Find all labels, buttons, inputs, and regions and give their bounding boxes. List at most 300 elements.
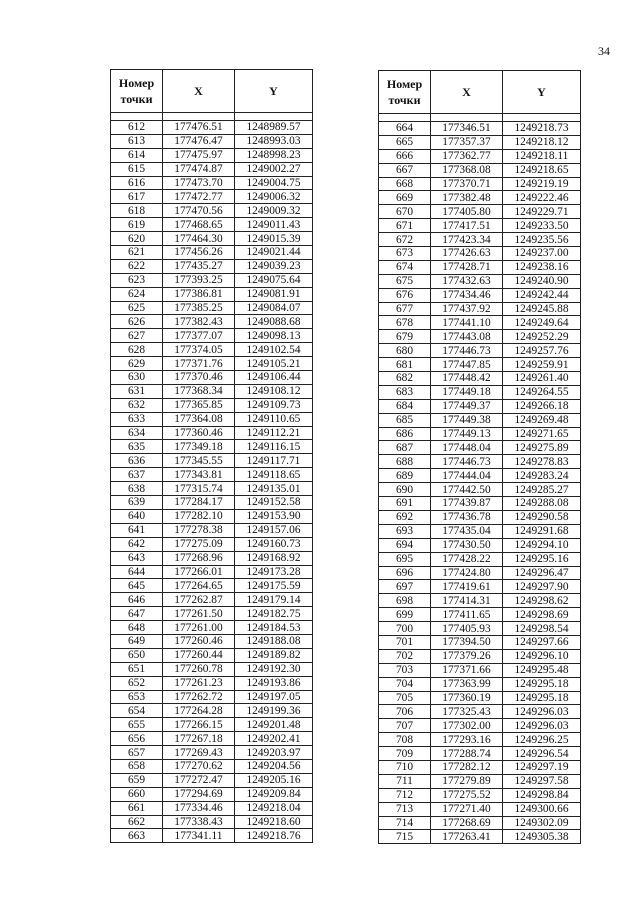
y-coordinate-cell: 1249189.82 [235,648,313,662]
y-coordinate-cell: 1249297.66 [503,635,581,649]
x-coordinate-cell: 177365.85 [163,398,235,412]
table-row [111,634,313,648]
y-coordinate-cell: 1249188.08 [235,634,313,648]
table-row [379,552,581,566]
y-coordinate-cell: 1249257.76 [503,344,581,358]
y-coordinate-cell: 1249009.32 [235,204,313,218]
point-number-cell: 681 [379,358,431,372]
point-number-cell: 612 [111,121,163,135]
x-coordinate-cell: 177456.26 [163,246,235,260]
table-row [111,357,313,371]
x-coordinate-cell: 177269.43 [163,746,235,760]
table-row [379,163,581,177]
table-row [111,718,313,732]
x-coordinate-cell: 177374.05 [163,343,235,357]
point-number-cell: 700 [379,622,431,636]
point-number-cell: 676 [379,288,431,302]
x-coordinate-cell: 177434.46 [431,288,503,302]
point-number-cell: 651 [111,662,163,676]
table-row [111,232,313,246]
table-row [379,177,581,191]
x-coordinate-cell: 177447.85 [431,358,503,372]
y-coordinate-cell: 1249295.48 [503,663,581,677]
table-row [111,426,313,440]
y-coordinate-cell: 1248998.23 [235,148,313,162]
y-coordinate-cell: 1249084.07 [235,301,313,315]
point-number-cell: 614 [111,148,163,162]
point-number-cell: 671 [379,219,431,233]
table-row [111,398,313,412]
table-row [111,662,313,676]
table-row [379,635,581,649]
x-coordinate-cell: 177449.38 [431,413,503,427]
y-coordinate-cell: 1249249.64 [503,316,581,330]
y-coordinate-cell: 1249298.69 [503,608,581,622]
table-row [111,440,313,454]
point-number-cell: 702 [379,649,431,663]
x-coordinate-cell: 177266.01 [163,565,235,579]
table-row [111,607,313,621]
x-coordinate-cell: 177278.38 [163,523,235,537]
x-coordinate-cell: 177435.27 [163,259,235,273]
y-coordinate-cell: 1249278.83 [503,455,581,469]
x-coordinate-cell: 177349.18 [163,440,235,454]
table-row [379,622,581,636]
table-row [111,204,313,218]
table-row [111,551,313,565]
x-coordinate-cell: 177444.04 [431,469,503,483]
point-number-cell: 695 [379,552,431,566]
y-coordinate-cell: 1249109.73 [235,398,313,412]
table-row [111,329,313,343]
point-number-cell: 647 [111,607,163,621]
x-coordinate-cell: 177264.65 [163,579,235,593]
y-coordinate-cell: 1249275.89 [503,441,581,455]
point-number-cell: 693 [379,524,431,538]
table-body [379,122,581,844]
x-coordinate-cell: 177325.43 [431,705,503,719]
y-coordinate-cell: 1249157.06 [235,523,313,537]
y-coordinate-cell: 1249102.54 [235,343,313,357]
y-coordinate-cell: 1249209.84 [235,787,313,801]
point-number-cell: 654 [111,704,163,718]
point-number-cell: 711 [379,774,431,788]
point-number-cell: 636 [111,454,163,468]
y-coordinate-cell: 1249305.38 [503,830,581,844]
y-coordinate-cell: 1249179.14 [235,593,313,607]
y-coordinate-cell: 1249259.91 [503,358,581,372]
y-coordinate-cell: 1249201.48 [235,718,313,732]
x-coordinate-cell: 177419.61 [431,580,503,594]
x-coordinate-cell: 177267.18 [163,732,235,746]
table-row [379,691,581,705]
y-coordinate-cell: 1249296.03 [503,705,581,719]
spacer-row [111,113,313,121]
y-coordinate-cell: 1249297.19 [503,760,581,774]
header-y: Y [235,70,313,113]
x-coordinate-cell: 177446.73 [431,455,503,469]
y-coordinate-cell: 1249197.05 [235,690,313,704]
y-coordinate-cell: 1248989.57 [235,121,313,135]
x-coordinate-cell: 177371.76 [163,357,235,371]
table-row [379,330,581,344]
point-number-cell: 642 [111,537,163,551]
point-number-cell: 698 [379,594,431,608]
table-row [111,315,313,329]
point-number-cell: 668 [379,177,431,191]
table-row [379,274,581,288]
y-coordinate-cell: 1249297.58 [503,774,581,788]
point-number-cell: 657 [111,746,163,760]
y-coordinate-cell: 1249004.75 [235,176,313,190]
y-coordinate-cell: 1249218.76 [235,829,313,843]
table-row [379,372,581,386]
y-coordinate-cell: 1249245.88 [503,302,581,316]
table-row [379,538,581,552]
table-row [379,705,581,719]
y-coordinate-cell: 1249229.71 [503,205,581,219]
table-row [379,580,581,594]
point-number-cell: 709 [379,747,431,761]
y-coordinate-cell: 1249168.92 [235,551,313,565]
point-number-cell: 620 [111,232,163,246]
x-coordinate-cell: 177426.63 [431,247,503,261]
point-number-cell: 691 [379,497,431,511]
table-row [379,233,581,247]
table-row [111,371,313,385]
x-coordinate-cell: 177430.50 [431,538,503,552]
point-number-cell: 615 [111,162,163,176]
x-coordinate-cell: 177476.51 [163,121,235,135]
table-row [379,663,581,677]
point-number-cell: 652 [111,676,163,690]
table-row [379,149,581,163]
point-number-cell: 635 [111,440,163,454]
x-coordinate-cell: 177472.77 [163,190,235,204]
x-coordinate-cell: 177371.66 [431,663,503,677]
table-row [379,316,581,330]
x-coordinate-cell: 177334.46 [163,801,235,815]
point-number-cell: 692 [379,510,431,524]
header-y: Y [503,71,581,114]
table-row [111,190,313,204]
table-row [379,760,581,774]
y-coordinate-cell: 1249112.21 [235,426,313,440]
x-coordinate-cell: 177271.40 [431,802,503,816]
y-coordinate-cell: 1249288.08 [503,497,581,511]
table-row [111,218,313,232]
point-number-cell: 672 [379,233,431,247]
point-number-cell: 618 [111,204,163,218]
y-coordinate-cell: 1249110.65 [235,412,313,426]
point-number-cell: 658 [111,759,163,773]
table-row [111,176,313,190]
point-number-cell: 686 [379,427,431,441]
x-coordinate-cell: 177346.51 [431,122,503,136]
point-number-cell: 659 [111,773,163,787]
page-number: 34 [598,44,610,58]
point-number-cell: 630 [111,371,163,385]
x-coordinate-cell: 177272.47 [163,773,235,787]
point-number-cell: 625 [111,301,163,315]
y-coordinate-cell: 1249021.44 [235,246,313,260]
y-coordinate-cell: 1249297.90 [503,580,581,594]
point-number-cell: 640 [111,509,163,523]
y-coordinate-cell: 1249105.21 [235,357,313,371]
x-coordinate-cell: 177442.50 [431,483,503,497]
point-number-cell: 641 [111,523,163,537]
x-coordinate-cell: 177476.47 [163,134,235,148]
table-row [379,524,581,538]
point-number-cell: 643 [111,551,163,565]
table-row [111,287,313,301]
point-number-cell: 699 [379,608,431,622]
table-row [111,162,313,176]
point-number-cell: 655 [111,718,163,732]
table-row [379,747,581,761]
y-coordinate-cell: 1249291.68 [503,524,581,538]
x-coordinate-cell: 177360.46 [163,426,235,440]
y-coordinate-cell: 1249296.25 [503,733,581,747]
point-number-cell: 675 [379,274,431,288]
y-coordinate-cell: 1249075.64 [235,273,313,287]
x-coordinate-cell: 177288.74 [431,747,503,761]
y-coordinate-cell: 1249218.73 [503,122,581,136]
point-number-cell: 707 [379,719,431,733]
table-row [111,259,313,273]
point-number-cell: 712 [379,788,431,802]
table-row [379,302,581,316]
x-coordinate-cell: 177449.13 [431,427,503,441]
table-row [111,704,313,718]
table-row [379,135,581,149]
x-coordinate-cell: 177368.34 [163,384,235,398]
point-number-cell: 639 [111,496,163,510]
table-row [379,358,581,372]
point-number-cell: 648 [111,621,163,635]
y-coordinate-cell: 1249252.29 [503,330,581,344]
y-coordinate-cell: 1249290.58 [503,510,581,524]
point-number-cell: 710 [379,760,431,774]
point-number-cell: 622 [111,259,163,273]
y-coordinate-cell: 1249002.27 [235,162,313,176]
x-coordinate-cell: 177405.93 [431,622,503,636]
table-row [379,427,581,441]
x-coordinate-cell: 177345.55 [163,454,235,468]
x-coordinate-cell: 177405.80 [431,205,503,219]
point-number-cell: 633 [111,412,163,426]
point-number-cell: 628 [111,343,163,357]
x-coordinate-cell: 177264.28 [163,704,235,718]
y-coordinate-cell: 1249261.40 [503,372,581,386]
point-number-cell: 689 [379,469,431,483]
point-number-cell: 649 [111,634,163,648]
table-row [379,483,581,497]
x-coordinate-cell: 177423.34 [431,233,503,247]
x-coordinate-cell: 177260.46 [163,634,235,648]
x-coordinate-cell: 177449.37 [431,399,503,413]
table-row [111,690,313,704]
x-coordinate-cell: 177260.44 [163,648,235,662]
header-point-number: Номер точки [379,71,431,114]
header-x: X [431,71,503,114]
y-coordinate-cell: 1249152.58 [235,496,313,510]
table-row [379,441,581,455]
y-coordinate-cell: 1249184.53 [235,621,313,635]
y-coordinate-cell: 1249153.90 [235,509,313,523]
x-coordinate-cell: 177417.51 [431,219,503,233]
y-coordinate-cell: 1249173.28 [235,565,313,579]
table-row [379,608,581,622]
y-coordinate-cell: 1249081.91 [235,287,313,301]
point-number-cell: 669 [379,191,431,205]
table-row [111,759,313,773]
y-coordinate-cell: 1249199.36 [235,704,313,718]
y-coordinate-cell: 1249175.59 [235,579,313,593]
y-coordinate-cell: 1249160.73 [235,537,313,551]
y-coordinate-cell: 1249011.43 [235,218,313,232]
point-number-cell: 634 [111,426,163,440]
table-row [111,593,313,607]
y-coordinate-cell: 1249235.56 [503,233,581,247]
table-row [379,469,581,483]
point-number-cell: 670 [379,205,431,219]
x-coordinate-cell: 177364.08 [163,412,235,426]
table-row [111,412,313,426]
table-row [379,344,581,358]
table-row [379,649,581,663]
y-coordinate-cell: 1249300.66 [503,802,581,816]
x-coordinate-cell: 177474.87 [163,162,235,176]
point-number-cell: 616 [111,176,163,190]
point-number-cell: 678 [379,316,431,330]
table-row [111,621,313,635]
table-row [111,454,313,468]
table-row [111,523,313,537]
table-row [111,732,313,746]
y-coordinate-cell: 1249296.47 [503,566,581,580]
point-number-cell: 715 [379,830,431,844]
point-number-cell: 632 [111,398,163,412]
point-number-cell: 696 [379,566,431,580]
y-coordinate-cell: 1249116.15 [235,440,313,454]
y-coordinate-cell: 1249296.03 [503,719,581,733]
point-number-cell: 667 [379,163,431,177]
table-row [111,509,313,523]
table-row [379,594,581,608]
table-row [111,246,313,260]
table-row [379,802,581,816]
x-coordinate-cell: 177362.77 [431,149,503,163]
x-coordinate-cell: 177284.17 [163,496,235,510]
x-coordinate-cell: 177370.71 [431,177,503,191]
x-coordinate-cell: 177432.63 [431,274,503,288]
table-row [111,773,313,787]
y-coordinate-cell: 1249204.56 [235,759,313,773]
y-coordinate-cell: 1249266.18 [503,399,581,413]
y-coordinate-cell: 1249233.50 [503,219,581,233]
header-point-number: Номер точки [111,70,163,113]
table-row [379,219,581,233]
x-coordinate-cell: 177360.19 [431,691,503,705]
x-coordinate-cell: 177446.73 [431,344,503,358]
y-coordinate-cell: 1249006.32 [235,190,313,204]
x-coordinate-cell: 177437.92 [431,302,503,316]
point-number-cell: 629 [111,357,163,371]
point-number-cell: 638 [111,482,163,496]
x-coordinate-cell: 177341.11 [163,829,235,843]
table-row [111,468,313,482]
point-number-cell: 646 [111,593,163,607]
x-coordinate-cell: 177441.10 [431,316,503,330]
point-number-cell: 666 [379,149,431,163]
point-number-cell: 697 [379,580,431,594]
table-row [111,676,313,690]
coordinates-table-right [378,70,581,844]
table-row [111,648,313,662]
point-number-cell: 645 [111,579,163,593]
y-coordinate-cell: 1249088.68 [235,315,313,329]
y-coordinate-cell: 1249015.39 [235,232,313,246]
x-coordinate-cell: 177443.08 [431,330,503,344]
point-number-cell: 677 [379,302,431,316]
x-coordinate-cell: 177270.62 [163,759,235,773]
y-coordinate-cell: 1249294.10 [503,538,581,552]
x-coordinate-cell: 177449.18 [431,385,503,399]
x-coordinate-cell: 177368.08 [431,163,503,177]
x-coordinate-cell: 177475.97 [163,148,235,162]
x-coordinate-cell: 177293.16 [431,733,503,747]
x-coordinate-cell: 177468.65 [163,218,235,232]
table-row [379,677,581,691]
y-coordinate-cell: 1249219.19 [503,177,581,191]
table-row [379,497,581,511]
point-number-cell: 705 [379,691,431,705]
table-row [379,385,581,399]
y-coordinate-cell: 1249108.12 [235,384,313,398]
x-coordinate-cell: 177385.25 [163,301,235,315]
point-number-cell: 665 [379,135,431,149]
table-body [111,121,313,843]
point-number-cell: 656 [111,732,163,746]
y-coordinate-cell: 1248993.03 [235,134,313,148]
y-coordinate-cell: 1249106.44 [235,371,313,385]
x-coordinate-cell: 177439.87 [431,497,503,511]
y-coordinate-cell: 1249298.84 [503,788,581,802]
table-row [379,566,581,580]
point-number-cell: 682 [379,372,431,386]
x-coordinate-cell: 177282.10 [163,509,235,523]
point-number-cell: 617 [111,190,163,204]
point-number-cell: 623 [111,273,163,287]
point-number-cell: 713 [379,802,431,816]
x-coordinate-cell: 177315.74 [163,482,235,496]
x-coordinate-cell: 177464.30 [163,232,235,246]
y-coordinate-cell: 1249295.18 [503,677,581,691]
point-number-cell: 688 [379,455,431,469]
y-coordinate-cell: 1249218.11 [503,149,581,163]
x-coordinate-cell: 177282.12 [431,760,503,774]
table-row [111,801,313,815]
y-coordinate-cell: 1249117.71 [235,454,313,468]
header-row [379,71,581,114]
point-number-cell: 684 [379,399,431,413]
table-row [111,482,313,496]
y-coordinate-cell: 1249218.60 [235,815,313,829]
table-row [111,301,313,315]
y-coordinate-cell: 1249240.90 [503,274,581,288]
point-number-cell: 627 [111,329,163,343]
